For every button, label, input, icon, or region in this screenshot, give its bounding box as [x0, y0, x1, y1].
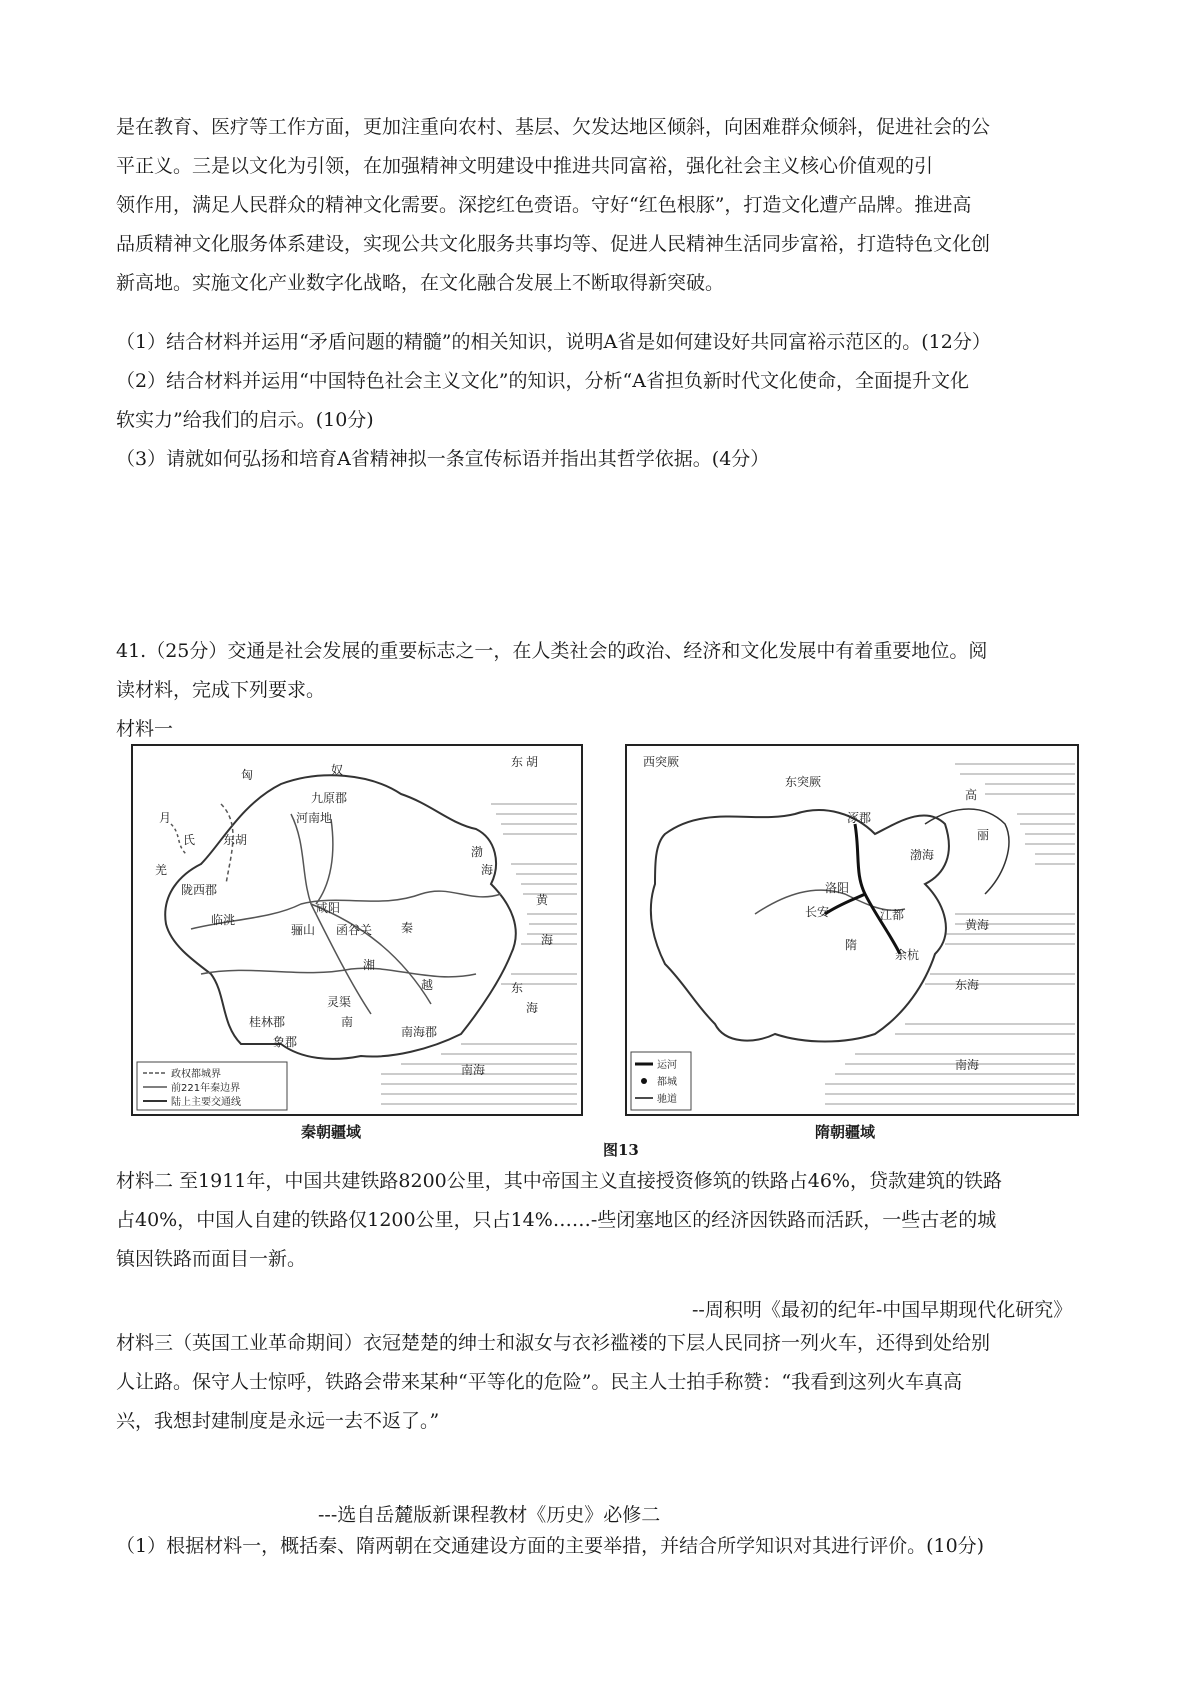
figure-caption: 图13 [603, 1141, 639, 1159]
material2-source: --周积明《最初的纪年-中国早期现代化研究》 [692, 1299, 1073, 1321]
material2 [116, 1162, 1091, 1279]
svg-text:氏: 氏 [183, 833, 196, 847]
text-line: 占40%，中国人自建的铁路仅1200公里，只占14%……-些闭塞地区的经济因铁路而活跃，一些古老的城 [116, 1209, 997, 1231]
svg-text:匈: 匈 [241, 768, 254, 782]
svg-text:余杭: 余杭 [895, 948, 920, 962]
svg-text:函谷关: 函谷关 [336, 923, 373, 937]
text-line: 镇因铁路而面目一新。 [116, 1248, 307, 1270]
sui-legend-2: 都城 [657, 1077, 677, 1088]
map-qin [131, 744, 583, 1141]
svg-text:象郡: 象郡 [273, 1035, 298, 1049]
svg-text:湘: 湘 [363, 958, 376, 972]
map-qin-caption: 秦朝疆域 [301, 1123, 362, 1141]
svg-text:高: 高 [965, 788, 978, 802]
svg-text:西突厥: 西突厥 [643, 755, 680, 769]
q40-sub-3: （3）请就如何弘扬和培育A省精神拟一条宣传标语并指出其哲学依据。(4分） [116, 448, 770, 470]
svg-text:黄海: 黄海 [965, 918, 990, 932]
qin-legend-3: 陆上主要交通线 [171, 1097, 241, 1108]
svg-text:桂林郡: 桂林郡 [249, 1015, 286, 1029]
svg-text:月: 月 [159, 811, 172, 825]
q40-sub-2: （2）结合材料并运用“中国特色社会主义文化”的知识，分析“A省担负新时代文化使命，全面提升文化 [116, 370, 969, 392]
material3 [116, 1324, 1091, 1441]
svg-text:奴: 奴 [331, 763, 344, 777]
svg-text:渤海: 渤海 [910, 848, 935, 862]
svg-text:东胡: 东胡 [223, 833, 248, 847]
q41-stem [116, 632, 1091, 749]
svg-text:陇西郡: 陇西郡 [181, 883, 218, 897]
svg-text:隋: 隋 [845, 938, 858, 952]
figure-13 [131, 744, 1113, 1159]
map-sui [625, 744, 1079, 1141]
svg-text:南海: 南海 [461, 1063, 486, 1077]
svg-text:东海: 东海 [955, 978, 980, 992]
map-sui-caption: 隋朝疆域 [815, 1123, 876, 1141]
text-line: 领作用，满足人民群众的精神文化需要。深挖红色赍语。守好“红色根豚”，打造文化遭产品牌。推进高 [116, 194, 972, 216]
svg-text:东: 东 [511, 755, 524, 769]
svg-text:海: 海 [481, 863, 494, 877]
text-line: （1）根据材料一，概括秦、隋两朝在交通建设方面的主要举措，并结合所学知识对其进行评价。(10分) [116, 1535, 985, 1557]
material1-label: 材料一 [116, 718, 174, 740]
qin-legend-2: 前221年秦边界 [171, 1083, 241, 1094]
text-line: 新高地。实施文化产业数字化战略，在文化融合发展上不断取得新突破。 [116, 272, 725, 294]
text-line: 是在教育、医疗等工作方面，更加注重向农村、基层、欠发达地区倾斜，向困难群众倾斜，促进社会的公 [116, 116, 991, 138]
q40-sub-1: （1）结合材料并运用“矛盾问题的精髓”的相关知识，说明A省是如何建设好共同富裕示范区的。(12分） [116, 331, 991, 353]
svg-text:洛阳: 洛阳 [825, 881, 850, 895]
svg-text:秦: 秦 [401, 921, 414, 935]
text-line: 材料三（英国工业革命期间）衣冠楚楚的绅士和淑女与衣衫褴褛的下层人民同挤一列火车，还得到处给别 [116, 1332, 991, 1354]
svg-text:胡: 胡 [526, 755, 539, 769]
svg-text:东突厥: 东突厥 [785, 775, 822, 789]
svg-text:南: 南 [341, 1015, 354, 1029]
svg-text:东: 东 [511, 981, 524, 995]
svg-text:九原郡: 九原郡 [311, 791, 348, 805]
text-line: 兴，我想封建制度是永远一去不返了。” [116, 1410, 440, 1432]
qin-legend-1: 政权都城界 [171, 1069, 221, 1080]
map-sui-drawing [625, 744, 1079, 1116]
svg-text:长安: 长安 [805, 905, 830, 919]
svg-text:黄: 黄 [536, 893, 549, 907]
svg-text:骊山: 骊山 [291, 923, 316, 937]
text-line: 人让路。保守人士惊呼，铁路会带来某种“平等化的危险”。民主人士拍手称赞：“我看到这列火车真高 [116, 1371, 963, 1393]
text-line: 读材料，完成下列要求。 [116, 679, 326, 701]
sui-legend-3: 驰道 [657, 1094, 677, 1105]
svg-text:涿郡: 涿郡 [847, 811, 872, 825]
svg-text:丽: 丽 [977, 828, 990, 842]
svg-text:灵渠: 灵渠 [327, 995, 352, 1009]
intro-paragraph [116, 108, 1091, 303]
svg-text:江都: 江都 [880, 908, 905, 922]
text-line: 平正义。三是以文化为引领，在加强精神文明建设中推进共同富裕，强化社会主义核心价值观的引 [116, 155, 934, 177]
svg-text:南海郡: 南海郡 [401, 1025, 438, 1039]
text-line: 41.（25分）交通是社会发展的重要标志之一，在人类社会的政治、经济和文化发展中有着重要地位。阅 [116, 640, 988, 662]
q40-subquestions [116, 323, 1091, 479]
svg-text:渤: 渤 [471, 845, 484, 859]
q41-sub-1 [116, 1527, 1091, 1566]
sui-legend-1: 运河 [657, 1060, 677, 1071]
svg-text:海: 海 [541, 933, 554, 947]
text-line: 材料二 至1911年，中国共建铁路8200公里，其中帝国主义直接授资修筑的铁路占46%，贷款建筑的铁路 [116, 1170, 1002, 1192]
text-line: 品质精神文化服务体系建设，实现公共文化服务共事均等、促进人民精神生活同步富裕，打造特色文化创 [116, 233, 991, 255]
svg-text:河南地: 河南地 [296, 811, 333, 825]
svg-text:羌: 羌 [155, 863, 168, 877]
svg-text:南海: 南海 [955, 1058, 980, 1072]
svg-text:越: 越 [421, 978, 434, 992]
map-qin-drawing [131, 744, 583, 1116]
svg-text:临洮: 临洮 [211, 913, 236, 927]
material3-source: ---选自岳麓版新课程教材《历史》必修二 [318, 1504, 661, 1526]
q40-sub-2-cont: 软实力”给我们的启示。(10分) [116, 409, 374, 431]
svg-text:咸阳: 咸阳 [316, 901, 341, 915]
svg-text:海: 海 [526, 1001, 539, 1015]
